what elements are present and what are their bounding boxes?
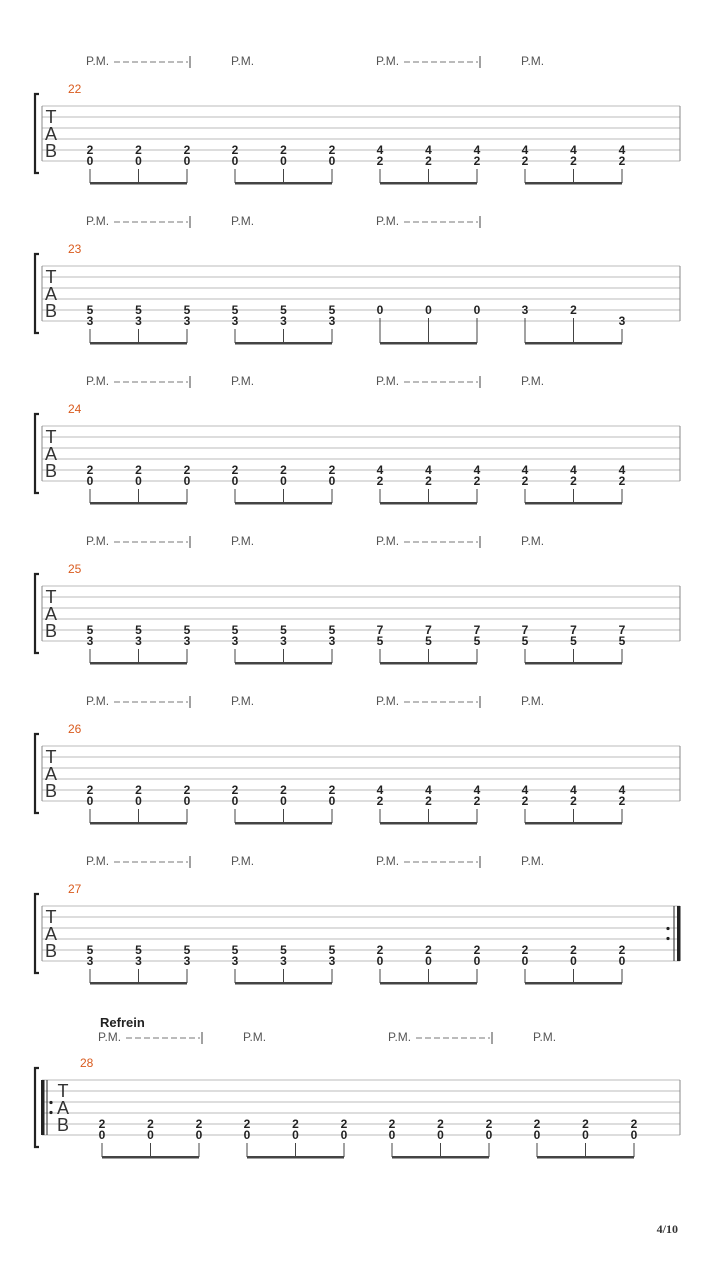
fret-number: 0 (425, 303, 432, 317)
beam (90, 182, 187, 185)
fret-number: 2 (533, 1117, 541, 1131)
fret-number: 0 (98, 1128, 106, 1142)
fret-number: 2 (582, 1117, 589, 1131)
beam (90, 982, 187, 985)
palm-mute-marker: P.M. (231, 854, 255, 868)
fret-number: 0 (618, 954, 626, 968)
fret-number: 4 (376, 143, 384, 157)
tab-system-28 (35, 1015, 680, 1159)
beam (380, 822, 477, 825)
fret-number: 2 (376, 794, 384, 808)
fret-number: 2 (437, 1117, 444, 1131)
fret-number: 2 (618, 943, 626, 957)
measure-number: 27 (68, 882, 82, 896)
fret-number: 3 (521, 303, 529, 317)
fret-number: 3 (328, 954, 336, 968)
fret-number: 2 (280, 143, 287, 157)
fret-number: 0 (425, 954, 432, 968)
fret-number: 2 (86, 143, 94, 157)
fret-number: 2 (243, 1117, 251, 1131)
fret-number: 4 (473, 143, 481, 157)
fret-number: 0 (86, 474, 94, 488)
fret-number: 2 (376, 154, 384, 168)
fret-number: 0 (135, 474, 142, 488)
fret-number: 5 (425, 634, 432, 648)
palm-mute-marker: P.M. (86, 214, 110, 228)
beam (235, 502, 332, 505)
fret-number: 5 (231, 303, 239, 317)
fret-number: 3 (135, 954, 142, 968)
fret-number: 4 (618, 783, 626, 797)
beam (90, 662, 187, 665)
fret-number: 2 (570, 943, 577, 957)
beam (90, 502, 187, 505)
fret-number: 2 (183, 143, 191, 157)
fret-number: 3 (86, 634, 94, 648)
fret-number: 5 (328, 943, 336, 957)
fret-number: 0 (388, 1128, 396, 1142)
palm-mute-marker: P.M. (231, 374, 255, 388)
fret-number: 4 (376, 463, 384, 477)
fret-number: 4 (570, 143, 577, 157)
beam (380, 342, 477, 345)
repeat-dot (49, 1101, 52, 1104)
beam (525, 342, 622, 345)
repeat-start-thick (41, 1080, 45, 1135)
tab-clef-a: A (44, 604, 58, 624)
palm-mute-marker: P.M. (376, 534, 400, 548)
system-brace (35, 734, 39, 813)
tab-clef-b: B (44, 621, 58, 641)
fret-number: 2 (328, 143, 336, 157)
tab-clef-a: A (44, 284, 58, 304)
palm-mute-marker: P.M. (376, 374, 400, 388)
tab-system-27 (35, 854, 681, 985)
beam (525, 982, 622, 985)
beam (525, 662, 622, 665)
tab-clef-b: B (44, 461, 58, 481)
fret-number: 4 (473, 463, 481, 477)
fret-number: 5 (328, 623, 336, 637)
fret-number: 2 (570, 303, 577, 317)
palm-mute-marker: P.M. (521, 694, 545, 708)
measure-number: 26 (68, 722, 82, 736)
fret-number: 4 (521, 463, 529, 477)
beam (235, 182, 332, 185)
fret-number: 2 (376, 474, 384, 488)
fret-number: 0 (473, 954, 481, 968)
beam (90, 822, 187, 825)
fret-number: 5 (183, 623, 191, 637)
tab-clef-b: B (44, 941, 58, 961)
fret-number: 7 (570, 623, 577, 637)
fret-number: 0 (292, 1128, 299, 1142)
beam (525, 822, 622, 825)
fret-number: 0 (521, 954, 529, 968)
system-brace (35, 574, 39, 653)
fret-number: 0 (328, 154, 336, 168)
fret-number: 0 (280, 794, 287, 808)
fret-number: 4 (570, 463, 577, 477)
fret-number: 2 (376, 943, 384, 957)
fret-number: 0 (135, 794, 142, 808)
repeat-dot (666, 937, 669, 940)
palm-mute-marker: P.M. (521, 374, 545, 388)
fret-number: 0 (376, 303, 384, 317)
fret-number: 5 (183, 943, 191, 957)
palm-mute-marker: P.M. (86, 854, 110, 868)
tab-clef-a: A (44, 924, 58, 944)
fret-number: 2 (183, 463, 191, 477)
fret-number: 5 (231, 943, 239, 957)
fret-number: 5 (86, 303, 94, 317)
palm-mute-marker: P.M. (388, 1030, 412, 1044)
fret-number: 0 (437, 1128, 444, 1142)
fret-number: 5 (135, 623, 142, 637)
fret-number: 7 (425, 623, 432, 637)
fret-number: 0 (147, 1128, 154, 1142)
fret-number: 2 (135, 463, 142, 477)
palm-mute-marker: P.M. (231, 214, 255, 228)
page-number: 4/10 (656, 1222, 678, 1236)
beam (380, 662, 477, 665)
fret-number: 2 (570, 154, 577, 168)
fret-number: 2 (473, 474, 481, 488)
fret-number: 5 (183, 303, 191, 317)
fret-number: 2 (340, 1117, 348, 1131)
fret-number: 0 (86, 794, 94, 808)
fret-number: 5 (135, 303, 142, 317)
palm-mute-marker: P.M. (533, 1030, 557, 1044)
system-brace (35, 254, 39, 333)
fret-number: 2 (86, 783, 94, 797)
beam (235, 662, 332, 665)
fret-number: 2 (570, 794, 577, 808)
fret-number: 0 (86, 154, 94, 168)
beam (380, 982, 477, 985)
fret-number: 0 (473, 303, 481, 317)
fret-number: 5 (280, 303, 287, 317)
palm-mute-marker: P.M. (86, 54, 110, 68)
fret-number: 3 (183, 634, 191, 648)
system-brace (35, 414, 39, 493)
fret-number: 2 (280, 783, 287, 797)
beam (525, 182, 622, 185)
beam (380, 182, 477, 185)
tab-system-22 (35, 54, 680, 185)
palm-mute-marker: P.M. (376, 854, 400, 868)
palm-mute-marker: P.M. (98, 1030, 122, 1044)
fret-number: 3 (231, 634, 239, 648)
fret-number: 2 (98, 1117, 106, 1131)
fret-number: 2 (618, 154, 626, 168)
tab-clef-t: T (45, 907, 57, 927)
beam (392, 1156, 489, 1159)
palm-mute-marker: P.M. (86, 694, 110, 708)
tab-clef-t: T (57, 1081, 69, 1101)
fret-number: 3 (328, 634, 336, 648)
fret-number: 3 (231, 954, 239, 968)
fret-number: 0 (195, 1128, 203, 1142)
fret-number: 0 (183, 794, 191, 808)
fret-number: 2 (328, 463, 336, 477)
fret-number: 0 (533, 1128, 541, 1142)
fret-number: 5 (618, 634, 626, 648)
repeat-dot (666, 927, 669, 930)
fret-number: 2 (183, 783, 191, 797)
measure-number: 28 (80, 1056, 94, 1070)
tab-clef-a: A (44, 444, 58, 464)
fret-number: 2 (328, 783, 336, 797)
beam (537, 1156, 634, 1159)
palm-mute-marker: P.M. (521, 854, 545, 868)
fret-number: 3 (280, 314, 287, 328)
fret-number: 2 (86, 463, 94, 477)
fret-number: 5 (231, 623, 239, 637)
fret-number: 7 (376, 623, 384, 637)
fret-number: 2 (618, 794, 626, 808)
repeat-dot (49, 1111, 52, 1114)
fret-number: 2 (618, 474, 626, 488)
fret-number: 3 (280, 954, 287, 968)
fret-number: 4 (618, 463, 626, 477)
fret-number: 5 (135, 943, 142, 957)
fret-number: 3 (280, 634, 287, 648)
palm-mute-marker: P.M. (86, 374, 110, 388)
fret-number: 3 (86, 954, 94, 968)
fret-number: 4 (521, 143, 529, 157)
fret-number: 0 (243, 1128, 251, 1142)
fret-number: 0 (183, 474, 191, 488)
fret-number: 0 (376, 954, 384, 968)
tab-system-25 (35, 534, 680, 665)
fret-number: 7 (618, 623, 626, 637)
tab-clef-b: B (44, 781, 58, 801)
beam (235, 822, 332, 825)
fret-number: 0 (231, 794, 239, 808)
fret-number: 2 (135, 143, 142, 157)
fret-number: 4 (570, 783, 577, 797)
fret-number: 4 (425, 783, 432, 797)
fret-number: 0 (340, 1128, 348, 1142)
repeat-end-thick (677, 906, 681, 961)
tab-system-23 (35, 214, 680, 345)
fret-number: 0 (582, 1128, 589, 1142)
system-brace (35, 94, 39, 173)
fret-number: 0 (280, 474, 287, 488)
fret-number: 4 (425, 463, 432, 477)
fret-number: 0 (570, 954, 577, 968)
measure-number: 22 (68, 82, 82, 96)
fret-number: 2 (521, 794, 529, 808)
fret-number: 2 (521, 943, 529, 957)
fret-number: 4 (521, 783, 529, 797)
tab-clef-t: T (45, 107, 57, 127)
fret-number: 2 (388, 1117, 396, 1131)
fret-number: 2 (473, 794, 481, 808)
fret-number: 4 (425, 143, 432, 157)
fret-number: 5 (570, 634, 577, 648)
fret-number: 5 (280, 943, 287, 957)
tab-clef-a: A (44, 124, 58, 144)
fret-number: 0 (231, 154, 239, 168)
fret-number: 2 (425, 943, 432, 957)
fret-number: 2 (231, 143, 239, 157)
fret-number: 2 (280, 463, 287, 477)
beam (235, 982, 332, 985)
fret-number: 3 (135, 634, 142, 648)
fret-number: 2 (425, 154, 432, 168)
fret-number: 7 (473, 623, 481, 637)
fret-number: 2 (425, 794, 432, 808)
fret-number: 3 (328, 314, 336, 328)
fret-number: 2 (485, 1117, 493, 1131)
fret-number: 2 (570, 474, 577, 488)
measure-number: 23 (68, 242, 82, 256)
tab-system-24 (35, 374, 680, 505)
fret-number: 2 (630, 1117, 638, 1131)
fret-number: 3 (231, 314, 239, 328)
fret-number: 5 (86, 943, 94, 957)
fret-number: 0 (485, 1128, 493, 1142)
palm-mute-marker: P.M. (521, 54, 545, 68)
measure-number: 24 (68, 402, 82, 416)
fret-number: 2 (147, 1117, 154, 1131)
palm-mute-marker: P.M. (231, 54, 255, 68)
tab-clef-b: B (44, 141, 58, 161)
fret-number: 2 (425, 474, 432, 488)
fret-number: 0 (328, 474, 336, 488)
beam (90, 342, 187, 345)
beam (525, 502, 622, 505)
palm-mute-marker: P.M. (376, 694, 400, 708)
fret-number: 2 (135, 783, 142, 797)
tab-clef-t: T (45, 587, 57, 607)
fret-number: 3 (183, 954, 191, 968)
tab-clef-b: B (56, 1115, 70, 1135)
fret-number: 5 (376, 634, 384, 648)
fret-number: 2 (521, 474, 529, 488)
fret-number: 3 (135, 314, 142, 328)
fret-number: 4 (473, 783, 481, 797)
tab-clef-b: B (44, 301, 58, 321)
palm-mute-marker: P.M. (521, 534, 545, 548)
beam (235, 342, 332, 345)
fret-number: 5 (473, 634, 481, 648)
tab-clef-t: T (45, 267, 57, 287)
tab-system-26 (35, 694, 680, 825)
palm-mute-marker: P.M. (86, 534, 110, 548)
beam (380, 502, 477, 505)
beam (247, 1156, 344, 1159)
system-brace (35, 1068, 39, 1147)
fret-number: 2 (521, 154, 529, 168)
fret-number: 4 (618, 143, 626, 157)
palm-mute-marker: P.M. (243, 1030, 267, 1044)
tab-clef-a: A (44, 764, 58, 784)
fret-number: 3 (183, 314, 191, 328)
fret-number: 0 (183, 154, 191, 168)
fret-number: 0 (280, 154, 287, 168)
fret-number: 0 (630, 1128, 638, 1142)
section-label: Refrein (100, 1015, 145, 1030)
beam (102, 1156, 199, 1159)
fret-number: 5 (86, 623, 94, 637)
fret-number: 2 (231, 783, 239, 797)
fret-number: 0 (328, 794, 336, 808)
fret-number: 3 (618, 314, 626, 328)
fret-number: 2 (473, 154, 481, 168)
fret-number: 5 (280, 623, 287, 637)
fret-number: 3 (86, 314, 94, 328)
tab-clef-t: T (45, 427, 57, 447)
fret-number: 5 (521, 634, 529, 648)
tab-clef-a: A (56, 1098, 70, 1118)
fret-number: 7 (521, 623, 529, 637)
fret-number: 0 (231, 474, 239, 488)
fret-number: 0 (135, 154, 142, 168)
palm-mute-marker: P.M. (376, 214, 400, 228)
fret-number: 2 (231, 463, 239, 477)
fret-number: 5 (328, 303, 336, 317)
measure-number: 25 (68, 562, 82, 576)
fret-number: 4 (376, 783, 384, 797)
fret-number: 2 (473, 943, 481, 957)
tab-clef-t: T (45, 747, 57, 767)
palm-mute-marker: P.M. (376, 54, 400, 68)
fret-number: 2 (195, 1117, 203, 1131)
palm-mute-marker: P.M. (231, 534, 255, 548)
system-brace (35, 894, 39, 973)
fret-number: 2 (292, 1117, 299, 1131)
palm-mute-marker: P.M. (231, 694, 255, 708)
